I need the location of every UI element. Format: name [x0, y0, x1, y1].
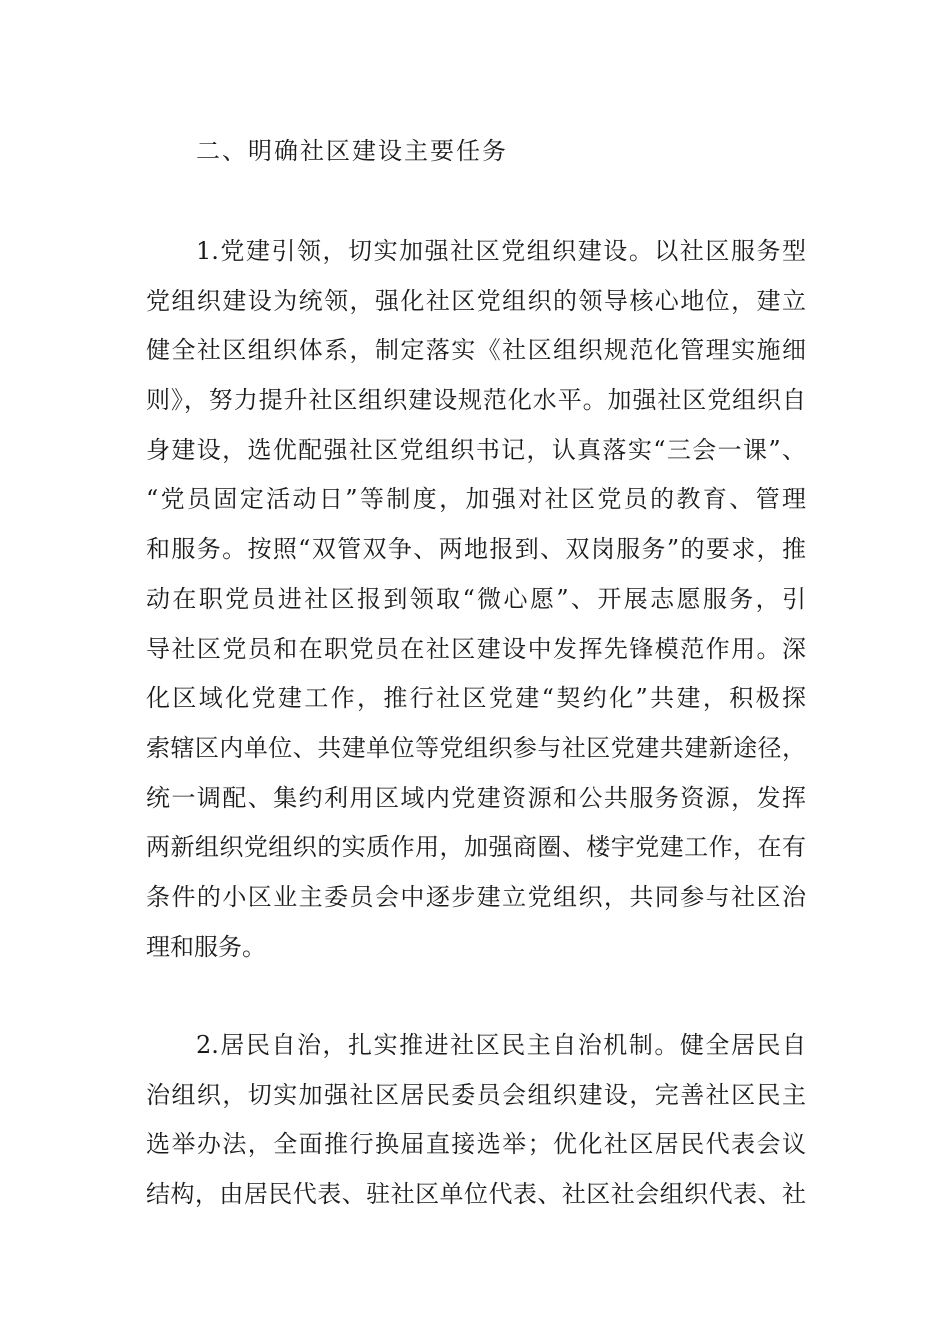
- paragraph-line: 两新组织党组织的实质作用，加强商圈、楼宇党建工作，在有: [146, 833, 806, 862]
- paragraph-line: 化区域化党建工作，推行社区党建“契约化”共建，积极探: [146, 684, 806, 713]
- paragraph-line: 导社区党员和在职党员在社区建设中发挥先锋模范作用。深: [146, 634, 806, 663]
- paragraph-line: 条件的小区业主委员会中逐步建立党组织，共同参与社区治: [146, 882, 806, 911]
- paragraph-line: 1.党建引领，切实加强社区党组织建设。以社区服务型: [196, 237, 806, 265]
- paragraph-line: 身建设，选优配强社区党组织书记，认真落实“三会一课”、: [146, 435, 806, 464]
- paragraph-line: 选举办法，全面推行换届直接选举；优化社区居民代表会议: [146, 1130, 806, 1159]
- section-heading: 二、明确社区建设主要任务: [196, 137, 508, 165]
- paragraph-line: 和服务。按照“双管双争、两地报到、双岗服务”的要求，推: [146, 535, 806, 564]
- paragraph-line: 统一调配、集约利用区域内党建资源和公共服务资源，发挥: [146, 783, 806, 812]
- paragraph-line: 理和服务。: [146, 932, 266, 961]
- paragraph-party-building: [146, 231, 806, 976]
- paragraph-line: 则》，努力提升社区组织建设规范化水平。加强社区党组织自: [146, 386, 806, 415]
- paragraph-line: 2.居民自治，扎实推进社区民主自治机制。健全居民自: [196, 1031, 806, 1059]
- paragraph-line: 党组织建设为统领，强化社区党组织的领导核心地位，建立: [146, 286, 806, 315]
- paragraph-resident-autonomy: [146, 1025, 806, 1224]
- paragraph-line: 健全社区组织体系，制定落实《社区组织规范化管理实施细: [146, 336, 806, 365]
- paragraph-line: 治组织，切实加强社区居民委员会组织建设，完善社区民主: [146, 1080, 806, 1109]
- paragraph-line: 动在职党员进社区报到领取“微心愿”、开展志愿服务，引: [146, 584, 806, 613]
- paragraph-line: 索辖区内单位、共建单位等党组织参与社区党建共建新途径，: [146, 733, 806, 762]
- paragraph-line: 结构，由居民代表、驻社区单位代表、社区社会组织代表、社: [146, 1180, 806, 1209]
- paragraph-line: “党员固定活动日”等制度，加强对社区党员的教育、管理: [146, 485, 806, 514]
